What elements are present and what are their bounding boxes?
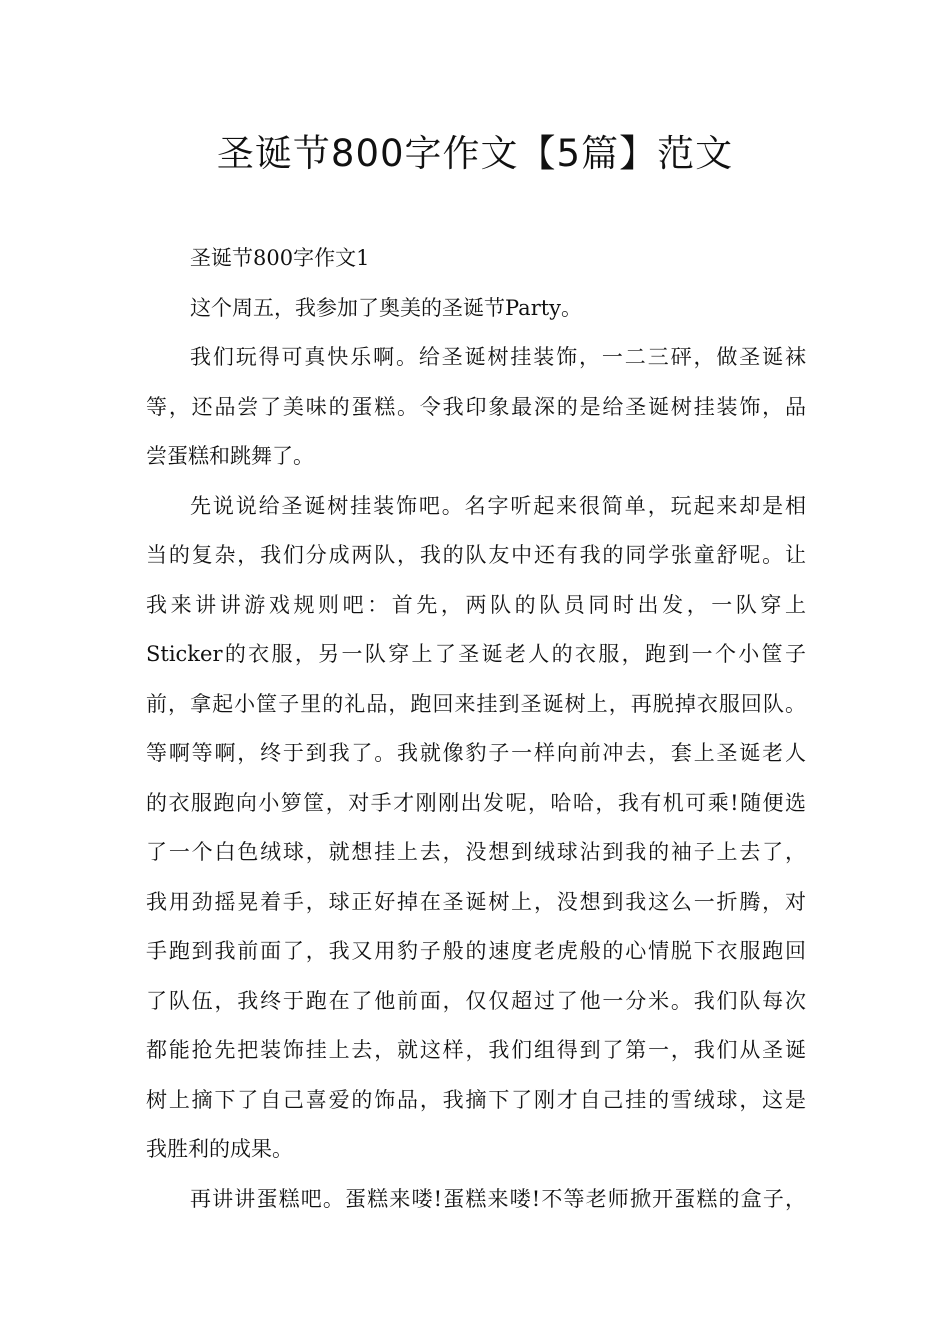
text-line: 的衣服跑向小箩筐，对手才刚刚出发呢，哈哈，我有机可乘!随便选	[146, 790, 806, 815]
text-line: Sticker的衣服，另一队穿上了圣诞老人的衣服，跑到一个小筐子	[146, 642, 806, 666]
text-line: 了队伍，我终于跑在了他前面，仅仅超过了他一分米。我们队每次	[146, 988, 806, 1013]
document-body	[146, 234, 826, 1224]
text-line: 了一个白色绒球，就想挂上去，没想到绒球沾到我的袖子上去了，	[146, 840, 806, 864]
text-line: 都能抢先把装饰挂上去，就这样，我们组得到了第一，我们从圣诞	[146, 1038, 806, 1062]
text-line: 我来讲讲游戏规则吧：首先，两队的队员同时出发，一队穿上	[146, 592, 806, 617]
text-line: 前，拿起小筐子里的礼品，跑回来挂到圣诞树上，再脱掉衣服回队。	[146, 691, 806, 716]
text-line: 当的复杂，我们分成两队，我的队友中还有我的同学张童舒呢。让	[146, 543, 806, 567]
text-line: 等啊等啊，终于到我了。我就像豹子一样向前冲去，套上圣诞老人	[146, 741, 806, 765]
text-line: 等，还品尝了美味的蛋糕。令我印象最深的是给圣诞树挂装饰，品	[146, 394, 806, 419]
text-line: 先说说给圣诞树挂装饰吧。名字听起来很简单，玩起来却是相	[190, 493, 806, 518]
text-line: 圣诞节800字作文1	[190, 246, 370, 270]
text-line: 树上摘下了自己喜爱的饰品，我摘下了刚才自己挂的雪绒球，这是	[146, 1087, 806, 1112]
text-line: 手跑到我前面了，我又用豹子般的速度老虎般的心情脱下衣服跑回	[146, 939, 806, 963]
text-line: 尝蛋糕和跳舞了。	[146, 444, 314, 468]
text-line: 再讲讲蛋糕吧。蛋糕来喽!蛋糕来喽!不等老师掀开蛋糕的盒子，	[190, 1186, 806, 1211]
text-line: 这个周五，我参加了奥美的圣诞节Party。	[190, 295, 583, 320]
document-title: 圣诞节800字作文【5篇】范文	[216, 132, 734, 175]
text-line: 我们玩得可真快乐啊。给圣诞树挂装饰，一二三砰，做圣诞袜	[190, 345, 806, 369]
text-line: 我用劲摇晃着手，球正好掉在圣诞树上，没想到我这么一折腾，对	[146, 889, 806, 914]
text-line: 我胜利的成果。	[146, 1137, 293, 1161]
